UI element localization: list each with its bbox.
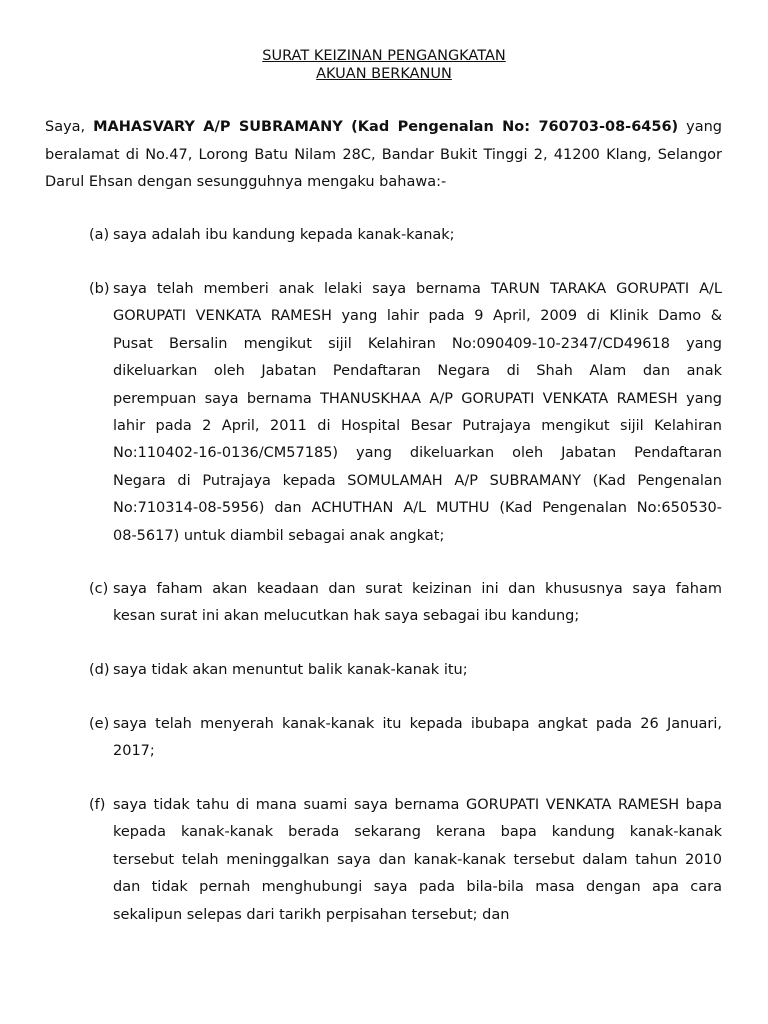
item-text-line: perempuan saya bernama THANUSKHAA A/P GORUPATI VENKATA RAMESH yang bbox=[113, 390, 722, 407]
item-text bbox=[113, 222, 722, 249]
intro-rest: yang beralamat di No.47, Lorong Batu Nilam 28C, Bandar Bukit Tinggi 2, 41200 Klang, Selangor Darul Ehsan dengan sesungguhnya mengaku bahawa:- bbox=[45, 119, 722, 190]
declaration-item bbox=[89, 576, 722, 631]
title-line-2: AKUAN BERKANUN bbox=[316, 66, 452, 82]
item-text-line: 08-5617) untuk diambil sebagai anak angkat; bbox=[113, 527, 445, 544]
item-text-line: saya adalah ibu kandung kepada kanak-kanak; bbox=[113, 227, 455, 243]
declaration-item bbox=[89, 792, 722, 929]
item-text bbox=[113, 276, 722, 550]
item-text-line: dan tidak pernah menghubungi saya pada bila-bila masa dengan apa cara bbox=[113, 879, 722, 896]
item-text bbox=[113, 576, 722, 631]
item-label: (f) bbox=[89, 797, 106, 813]
declarant-name: MAHASVARY A/P SUBRAMANY (Kad Pengenalan No: 760703-08-6456) bbox=[93, 119, 679, 135]
declaration-item bbox=[89, 222, 722, 249]
item-text-line: 2017; bbox=[113, 743, 155, 760]
intro-paragraph bbox=[45, 114, 722, 197]
item-text-line: No:110402-16-0136/CM57185) yang dikeluarkan oleh Jabatan Pendaftaran bbox=[113, 445, 722, 462]
item-text-line: Pusat Bersalin mengikut sijil Kelahiran No:090409-10-2347/CD49618 yang bbox=[113, 335, 722, 352]
item-text-line: saya faham akan keadaan dan surat keizinan ini dan khususnya saya faham bbox=[113, 581, 722, 597]
item-label: (e) bbox=[89, 716, 110, 732]
item-label: (c) bbox=[89, 581, 109, 597]
item-label: (a) bbox=[89, 227, 110, 243]
declaration-item bbox=[89, 711, 722, 766]
item-label: (b) bbox=[89, 281, 110, 297]
item-text-line: Negara di Putrajaya kepada SOMULAMAH A/P SUBRAMANY (Kad Pengenalan bbox=[113, 472, 722, 489]
item-text bbox=[113, 711, 722, 766]
item-text-line: dikeluarkan oleh Jabatan Pendaftaran Negara di Shah Alam dan anak bbox=[113, 363, 722, 380]
item-text-line: saya telah menyerah kanak-kanak itu kepada ibubapa angkat pada 26 Januari, bbox=[113, 716, 722, 732]
item-text-line: No:710314-08-5956) dan ACHUTHAN A/L MUTHU (Kad Pengenalan No:650530- bbox=[113, 500, 722, 517]
item-text bbox=[113, 657, 722, 684]
intro-prefix: Saya, bbox=[45, 119, 94, 135]
item-text-line: kepada kanak-kanak berada sekarang kerana bapa kandung kanak-kanak bbox=[113, 824, 722, 841]
title-line-1: SURAT KEIZINAN PENGANGKATAN bbox=[262, 48, 506, 64]
item-text-line: kesan surat ini akan melucutkan hak saya sebagai ibu kandung; bbox=[113, 608, 580, 625]
declaration-item bbox=[89, 276, 722, 550]
item-text-line: saya telah memberi anak lelaki saya bernama TARUN TARAKA GORUPATI A/L bbox=[113, 281, 722, 297]
item-text-line: saya tidak akan menuntut balik kanak-kanak itu; bbox=[113, 662, 468, 678]
item-text-line: tersebut telah meninggalkan saya dan kanak-kanak tersebut dalam tahun 2010 bbox=[113, 851, 722, 868]
item-text-line: sekalipun selepas dari tarikh perpisahan tersebut; dan bbox=[113, 906, 510, 923]
item-text-line: GORUPATI VENKATA RAMESH yang lahir pada 9 April, 2009 di Klinik Damo & bbox=[113, 308, 722, 325]
declaration-item bbox=[89, 657, 722, 684]
item-label: (d) bbox=[89, 662, 110, 678]
item-text bbox=[113, 792, 722, 929]
item-text-line: saya tidak tahu di mana suami saya bernama GORUPATI VENKATA RAMESH bapa bbox=[113, 797, 722, 813]
item-text-line: lahir pada 2 April, 2011 di Hospital Besar Putrajaya mengikut sijil Kelahiran bbox=[113, 418, 722, 435]
document-title bbox=[0, 47, 768, 83]
